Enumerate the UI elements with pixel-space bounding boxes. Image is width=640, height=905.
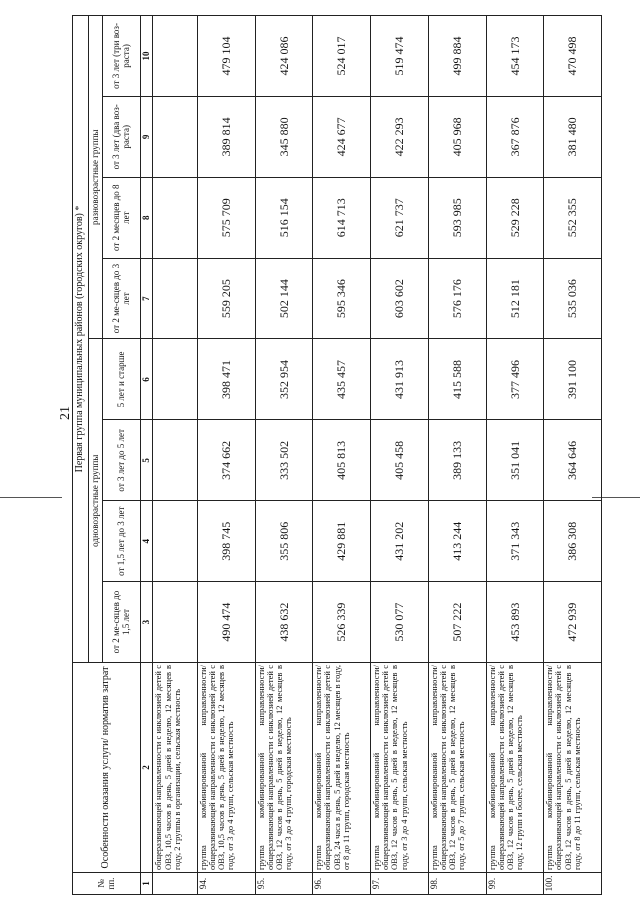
row-number: 100.	[544, 873, 602, 895]
cost-value-cell: 389 814	[197, 96, 255, 177]
age-column-header: от 2 ме-сяцев до 1,5 лет	[103, 582, 141, 663]
cost-value-cell: 345 880	[255, 96, 313, 177]
cost-value-cell: 454 173	[486, 16, 544, 97]
row-description: группа комбинированной направленности/ общеразвивающей направленности с инклюзией детей с ОВЗ, 12 часов в день, 5 дней в неделю, 12 месяцев в году, от 3 до 4 групп, сельская местность	[371, 663, 429, 873]
cost-value-cell: 472 939	[544, 582, 602, 663]
cost-value-cell: 595 346	[313, 258, 371, 339]
row-number: 97.	[371, 873, 429, 895]
cost-value-cell	[153, 339, 197, 420]
table-row	[197, 16, 255, 895]
row-number	[153, 873, 197, 895]
cost-value-cell: 431 913	[371, 339, 429, 420]
cost-value-cell: 502 144	[255, 258, 313, 339]
cost-value-cell	[153, 16, 197, 97]
cost-value-cell: 470 498	[544, 16, 602, 97]
cost-value-cell: 453 893	[486, 582, 544, 663]
cost-value-cell: 389 133	[428, 420, 486, 501]
cost-value-cell: 352 954	[255, 339, 313, 420]
cost-norms-table-sheet	[72, 15, 602, 895]
column-index: 8	[141, 177, 153, 258]
cost-value-cell: 431 202	[371, 501, 429, 582]
cost-value-cell: 364 646	[544, 420, 602, 501]
row-number: 96.	[313, 873, 371, 895]
row-number: 98.	[428, 873, 486, 895]
cost-value-cell: 490 474	[197, 582, 255, 663]
cost-value-cell	[153, 177, 197, 258]
cost-value-cell: 333 502	[255, 420, 313, 501]
row-description: группа комбинированной направленности/ общеразвивающей направленности с инклюзией детей с ОВЗ, 10,5 часов в день, 5 дней в неделю, 12 месяцев в году, от 3 до 4 групп, сельская местность	[197, 663, 255, 873]
cost-value-cell: 381 480	[544, 96, 602, 177]
table-row	[255, 16, 313, 895]
table-row	[153, 16, 197, 895]
cost-value-cell: 516 154	[255, 177, 313, 258]
column-index: 5	[141, 420, 153, 501]
cost-value-cell: 576 176	[428, 258, 486, 339]
cost-value-cell	[153, 501, 197, 582]
cost-value-cell: 422 293	[371, 96, 429, 177]
cost-value-cell: 405 813	[313, 420, 371, 501]
cost-value-cell: 507 222	[428, 582, 486, 663]
cost-value-cell: 374 662	[197, 420, 255, 501]
age-column-header: от 3 лет (два воз-раста)	[103, 96, 141, 177]
cost-value-cell	[153, 96, 197, 177]
age-column-header: от 2 ме-сяцев до 3 лет	[103, 258, 141, 339]
cost-value-cell	[153, 582, 197, 663]
column-index: 2	[141, 663, 153, 873]
page-number: 21	[58, 406, 73, 420]
cost-value-cell: 559 205	[197, 258, 255, 339]
column-index: 4	[141, 501, 153, 582]
table-row	[313, 16, 371, 895]
age-column-header: 5 лет и старше	[103, 339, 141, 420]
column-index: 1	[141, 873, 153, 895]
row-description: группа комбинированной направленности/общеразвивающей направленности с инклюзией детей с ОВЗ, 12 часов в день, 5 дней в неделю, 12 месяцев в году, от 3 до 4 групп, городская местность	[255, 663, 313, 873]
cost-value-cell: 398 471	[197, 339, 255, 420]
row-description: группа комбинированной направленности/ общеразвивающей направленности с инклюзией детей с ОВЗ, 12 часов в день, 5 дней в неделю, 12 месяцев в году, от 8 до 11 групп, сельская местность	[544, 663, 602, 873]
cost-value-cell: 519 474	[371, 16, 429, 97]
age-column-header: от 3 лет (три воз-раста)	[103, 16, 141, 97]
table-row	[428, 16, 486, 895]
cost-value-cell: 398 745	[197, 501, 255, 582]
cost-value-cell: 429 881	[313, 501, 371, 582]
col-no-header: № пп.	[73, 873, 141, 895]
cost-value-cell: 435 457	[313, 339, 371, 420]
cost-value-cell: 552 355	[544, 177, 602, 258]
row-description: группа комбинированной направленности/ общеразвивающей направленности с инклюзией детей с ОВЗ, 24 часа в день, 5 дней в неделю, 12 месяцев в году, от 8 до 11 групп, городская местность	[313, 663, 371, 873]
age-column-header: от 1,5 лет до 3 лет	[103, 501, 141, 582]
row-description: группа комбинированной направленности/ общеразвивающей направленности с инклюзией детей с ОВЗ, 12 часов в день, 5 дней в неделю, 12 месяцев в году, 12 групп и более, сельская местность	[486, 663, 544, 873]
cost-value-cell: 391 100	[544, 339, 602, 420]
mixed-age-groups-header: разновозрастные группы	[89, 16, 103, 340]
cost-value-cell: 424 086	[255, 16, 313, 97]
cost-value-cell: 593 985	[428, 177, 486, 258]
cost-value-cell: 371 343	[486, 501, 544, 582]
cost-value-cell: 424 677	[313, 96, 371, 177]
cost-value-cell: 535 036	[544, 258, 602, 339]
cost-value-cell: 413 244	[428, 501, 486, 582]
column-index: 7	[141, 258, 153, 339]
col-feature-header: Особенности оказания услуги/ норматив затрат	[73, 663, 141, 873]
row-number: 99.	[486, 873, 544, 895]
cost-value-cell: 603 602	[371, 258, 429, 339]
same-age-groups-header: одновозрастные группы	[89, 339, 103, 663]
cost-value-cell: 529 228	[486, 177, 544, 258]
cost-value-cell: 405 458	[371, 420, 429, 501]
age-column-header: от 3 лет до 5 лет	[103, 420, 141, 501]
group-title-header: Первая группа муниципальных районов (городских округов) *	[73, 16, 89, 663]
cost-value-cell: 614 713	[313, 177, 371, 258]
cost-value-cell: 438 632	[255, 582, 313, 663]
cost-value-cell: 575 709	[197, 177, 255, 258]
column-index: 9	[141, 96, 153, 177]
cost-value-cell: 621 737	[371, 177, 429, 258]
cost-value-cell: 351 041	[486, 420, 544, 501]
column-index: 6	[141, 339, 153, 420]
cost-value-cell: 377 496	[486, 339, 544, 420]
cost-value-cell: 526 339	[313, 582, 371, 663]
cost-value-cell	[153, 420, 197, 501]
row-number: 95.	[255, 873, 313, 895]
scan-line-left	[0, 497, 62, 498]
cost-value-cell	[153, 258, 197, 339]
cost-norms-table	[72, 15, 602, 895]
table-row	[486, 16, 544, 895]
table-row	[371, 16, 429, 895]
column-index: 10	[141, 16, 153, 97]
column-index: 3	[141, 582, 153, 663]
cost-value-cell: 415 588	[428, 339, 486, 420]
age-column-header: от 2 месяцев до 8 лет	[103, 177, 141, 258]
cost-value-cell: 405 968	[428, 96, 486, 177]
cost-value-cell: 355 806	[255, 501, 313, 582]
cost-value-cell: 530 077	[371, 582, 429, 663]
row-description: общеразвивающей направленности с инклюзией детей с ОВЗ, 10,5 часов в день, 5 дней в неделю, 12 месяцев в году, 2 группы в организации, сельская местность	[153, 663, 197, 873]
cost-value-cell: 524 017	[313, 16, 371, 97]
row-description: группа комбинированной направленности/ общеразвивающей направленности с инклюзией детей с ОВЗ, 12 часов в день, 5 дней в неделю, 12 месяцев в году, от 5 до 7 групп, сельская местность	[428, 663, 486, 873]
cost-value-cell: 512 181	[486, 258, 544, 339]
cost-value-cell: 479 104	[197, 16, 255, 97]
row-number: 94.	[197, 873, 255, 895]
cost-value-cell: 386 308	[544, 501, 602, 582]
cost-value-cell: 499 884	[428, 16, 486, 97]
table-row	[544, 16, 602, 895]
cost-value-cell: 367 876	[486, 96, 544, 177]
